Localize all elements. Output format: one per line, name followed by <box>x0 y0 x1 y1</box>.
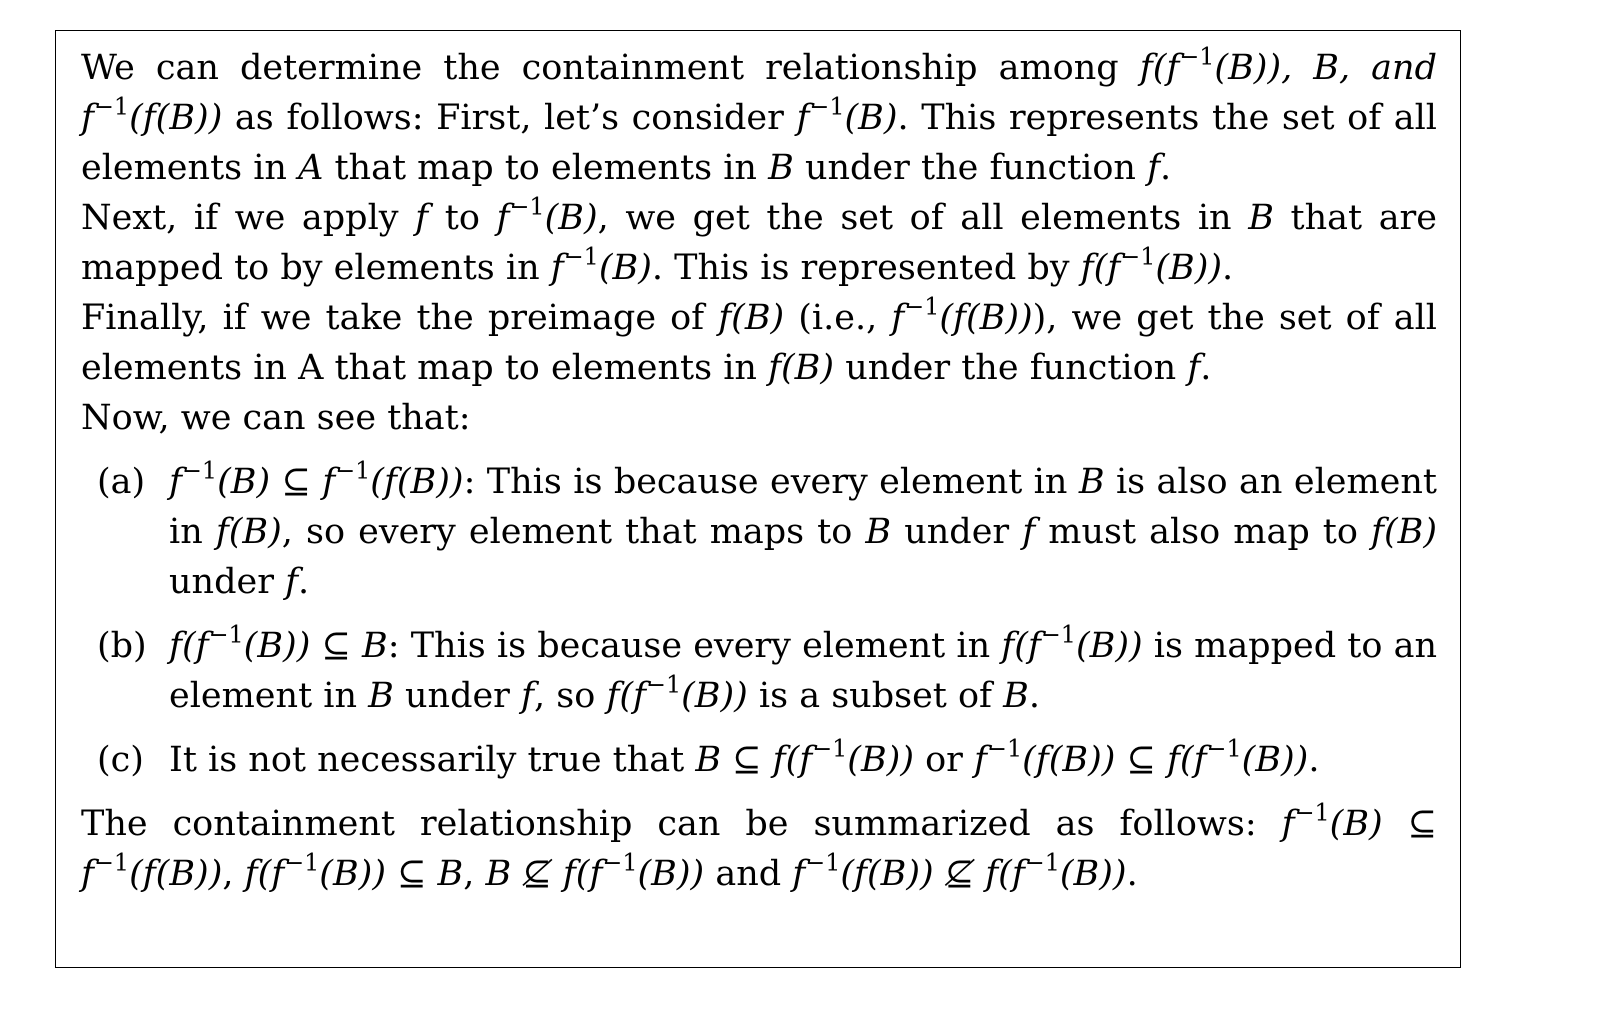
text: ), we get the set of all elements in A that map to elements in <box>81 298 1437 388</box>
math-superscript: −1 <box>509 192 545 221</box>
paragraph-preimage <box>81 293 1437 393</box>
text: is also an element in <box>169 462 1437 552</box>
list-item <box>81 457 1437 607</box>
text: and <box>704 854 793 894</box>
math: (B) <box>598 248 652 288</box>
math: f <box>796 98 810 138</box>
math: (f(B)) ⊈ f(f <box>840 854 1025 894</box>
text: , <box>463 854 486 894</box>
text: Next, if we apply <box>81 198 416 238</box>
math-superscript: −1 <box>809 92 845 121</box>
math: f(f <box>1001 626 1041 666</box>
math: B <box>1248 198 1274 238</box>
answer-box <box>55 30 1461 968</box>
math: f(B) <box>1371 512 1438 552</box>
math: f <box>169 462 182 502</box>
math-superscript: −1 <box>602 848 638 877</box>
math-superscript: −1 <box>1179 42 1215 71</box>
math: (B)) <box>637 854 705 894</box>
math: f <box>550 248 564 288</box>
text: : This is because every element in <box>387 626 1002 666</box>
text: as follows: First, let’s consider <box>222 98 797 138</box>
math: B ⊆ f(f <box>695 740 813 780</box>
text: . <box>1222 248 1234 288</box>
math: (B)) ⊆ B <box>319 854 464 894</box>
math: f <box>792 854 806 894</box>
text: . <box>1126 854 1138 894</box>
math-superscript: −1 <box>93 92 130 121</box>
list-item <box>81 735 1437 785</box>
math: (f(B)) ⊆ f(f <box>1022 740 1207 780</box>
math: (f(B)) <box>129 854 223 894</box>
text: . <box>1028 676 1040 716</box>
text: or <box>913 740 975 780</box>
text: under the function <box>834 348 1188 388</box>
math: f(f <box>606 676 647 716</box>
text: under <box>891 512 1023 552</box>
math: B <box>865 512 892 552</box>
math: (B)), B, and <box>1214 48 1437 88</box>
math: B <box>368 676 394 716</box>
item-label: (a) <box>97 462 146 502</box>
text: under <box>169 562 286 602</box>
math: (B)) <box>1241 740 1309 780</box>
text: under the function <box>793 148 1148 188</box>
math: f(f <box>1139 48 1180 88</box>
math-superscript: −1 <box>1120 242 1156 271</box>
math: (f(B)) <box>939 298 1033 338</box>
text: (i.e., <box>784 298 892 338</box>
text: We can determine the containment relationship among <box>81 48 1140 88</box>
math: f <box>415 198 429 238</box>
math: (B)) <box>681 676 748 716</box>
text: , so <box>534 676 607 716</box>
math-superscript: −1 <box>93 848 130 877</box>
text: must also map to <box>1035 512 1372 552</box>
math: f <box>521 676 535 716</box>
claims-list <box>81 457 1437 785</box>
math: f(B) <box>718 298 785 338</box>
text: Finally, if we take the preimage of <box>81 298 719 338</box>
math: f <box>285 562 299 602</box>
paragraph-summary <box>81 799 1437 899</box>
math: f <box>496 198 510 238</box>
text: The containment relationship can be summarized as follows: <box>81 804 1282 844</box>
math-superscript: −1 <box>805 848 841 877</box>
item-label: (b) <box>97 626 147 666</box>
math: f <box>1147 148 1161 188</box>
math: f(f <box>244 854 285 894</box>
math: (f(B)) <box>370 462 464 502</box>
math: (B)) <box>847 740 914 780</box>
math: (B)) <box>1059 854 1127 894</box>
text: . <box>1200 348 1212 388</box>
text: : This is because every element in <box>463 462 1079 502</box>
paragraph-intro <box>81 43 1437 193</box>
math-superscript: −1 <box>904 292 940 321</box>
text: , so every element that maps to <box>281 512 866 552</box>
math: B <box>768 148 794 188</box>
math: B ⊈ f(f <box>485 854 603 894</box>
text: . This represents the set of all elements in <box>81 98 1438 188</box>
math: (B) ⊆ f <box>81 804 1437 894</box>
math: f <box>81 98 94 138</box>
math: (B) ⊆ f <box>217 462 336 502</box>
math: f(f <box>169 626 209 666</box>
text: that are mapped to by elements in <box>81 198 1438 288</box>
math: f <box>974 740 988 780</box>
math-superscript: −1 <box>284 848 320 877</box>
text: , we get the set of all elements in <box>597 198 1249 238</box>
math: A <box>298 148 324 188</box>
math-superscript: −1 <box>987 734 1023 763</box>
math-superscript: −1 <box>1024 848 1060 877</box>
math-superscript: −1 <box>1206 734 1242 763</box>
text: is mapped to an element in <box>169 626 1437 716</box>
math: (B) <box>844 98 898 138</box>
math: f <box>891 298 905 338</box>
math: (f(B)) <box>129 98 223 138</box>
text: under <box>393 676 522 716</box>
math: (B)) ⊆ B <box>243 626 388 666</box>
answer-text <box>81 43 1437 899</box>
text: . <box>298 562 310 602</box>
math: B <box>1003 676 1029 716</box>
math: f(B) <box>215 512 282 552</box>
math: (B)) <box>1155 248 1223 288</box>
text: , <box>222 854 245 894</box>
text: to <box>428 198 497 238</box>
math-superscript: −1 <box>335 456 371 485</box>
math-superscript: −1 <box>1040 620 1076 649</box>
math: f <box>1187 348 1201 388</box>
math-superscript: −1 <box>563 242 599 271</box>
text: It is not necessarily true that <box>169 740 696 780</box>
math-superscript: −1 <box>812 734 848 763</box>
text: . This is represented by <box>651 248 1081 288</box>
paragraph-now: Now, we can see that: <box>81 398 471 438</box>
item-label: (c) <box>97 740 144 780</box>
math: (B) <box>544 198 598 238</box>
text: . <box>1308 740 1320 780</box>
math: f <box>1281 804 1295 844</box>
paragraph-image <box>81 193 1437 293</box>
math-superscript: −1 <box>181 456 218 485</box>
math: f(f <box>1080 248 1121 288</box>
math: (B)) <box>1075 626 1143 666</box>
text: . <box>1160 148 1172 188</box>
math: f(B) <box>768 348 835 388</box>
text: is a subset of <box>747 676 1004 716</box>
math-superscript: −1 <box>208 620 244 649</box>
math: f <box>1022 512 1036 552</box>
math-superscript: −1 <box>1294 798 1330 827</box>
list-item <box>81 621 1437 721</box>
text: that map to elements in <box>323 148 769 188</box>
math-superscript: −1 <box>646 670 682 699</box>
math: B <box>1078 462 1105 502</box>
